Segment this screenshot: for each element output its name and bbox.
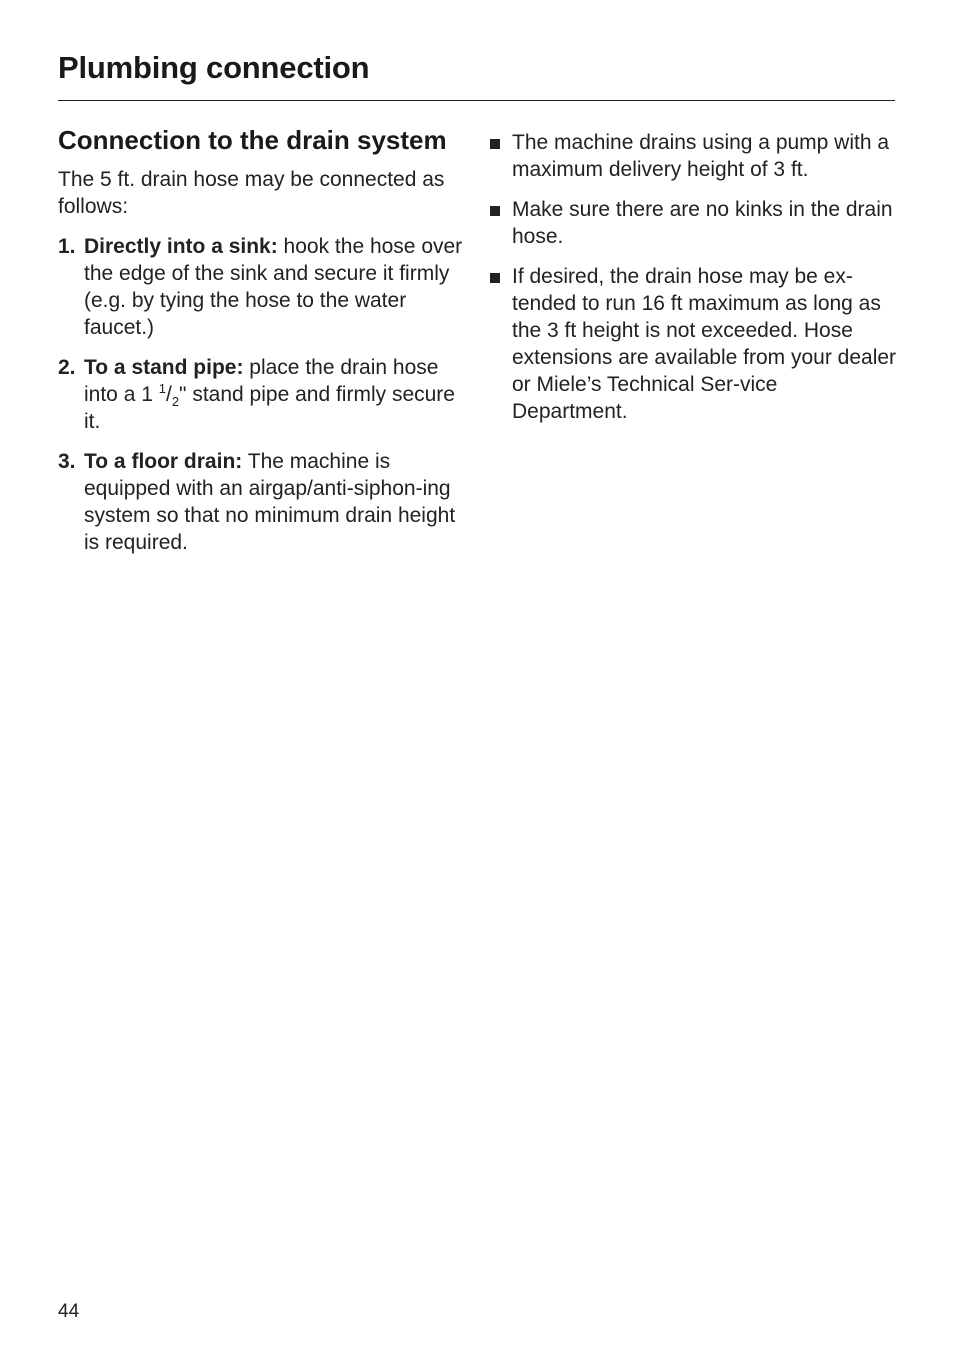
option-text: hook the hose over the edge of the sink and secure it firmly (e.g. by tying the hose to the water faucet.)	[84, 235, 463, 339]
option-lead: Directly into a sink:	[84, 235, 278, 258]
square-bullet-icon	[490, 273, 500, 283]
square-bullet-icon	[490, 139, 500, 149]
option-lead: To a floor drain:	[84, 450, 243, 473]
option-number: 2.	[58, 356, 76, 379]
option-text: The machine is equipped with an airgap/anti-siphon-ing system so that no minimum drain height is required.	[84, 450, 456, 554]
note-text: The machine drains using a pump with a maximum delivery height of 3 ft.	[512, 131, 890, 181]
option-floor-drain	[58, 448, 463, 556]
option-text-after: " stand pipe and firmly secure it.	[84, 383, 455, 433]
fraction-slash: /	[165, 383, 172, 406]
fraction-numerator: 1	[158, 381, 166, 396]
fraction-denominator: 2	[171, 394, 180, 410]
note-item	[488, 196, 898, 250]
notes-list	[488, 129, 898, 425]
note-text: If desired, the drain hose may be ex-tended to run 16 ft maximum as long as the 3 ft height is not exceeded. Hose extensions are available from your dealer or Miele’s Technical Ser-vice Department.	[512, 265, 897, 423]
right-column	[488, 129, 898, 438]
option-number: 3.	[58, 450, 76, 473]
option-text: place the drain hose into a 1	[84, 356, 439, 406]
square-bullet-icon	[490, 206, 500, 216]
connection-options-list	[58, 233, 463, 556]
page-number: 44	[58, 1301, 80, 1322]
page-title: Plumbing connection	[58, 50, 370, 85]
option-stand-pipe	[58, 354, 463, 435]
note-item	[488, 129, 898, 183]
title-rule	[58, 100, 895, 101]
note-text: Make sure there are no kinks in the drain hose.	[512, 198, 893, 248]
option-number: 1.	[58, 235, 76, 258]
option-lead: To a stand pipe:	[84, 356, 244, 379]
intro-paragraph: The 5 ft. drain hose may be connected as follows:	[58, 168, 445, 218]
option-sink	[58, 233, 463, 341]
section-heading: Connection to the drain system	[58, 125, 447, 155]
left-column	[58, 124, 463, 569]
note-item	[488, 263, 898, 425]
